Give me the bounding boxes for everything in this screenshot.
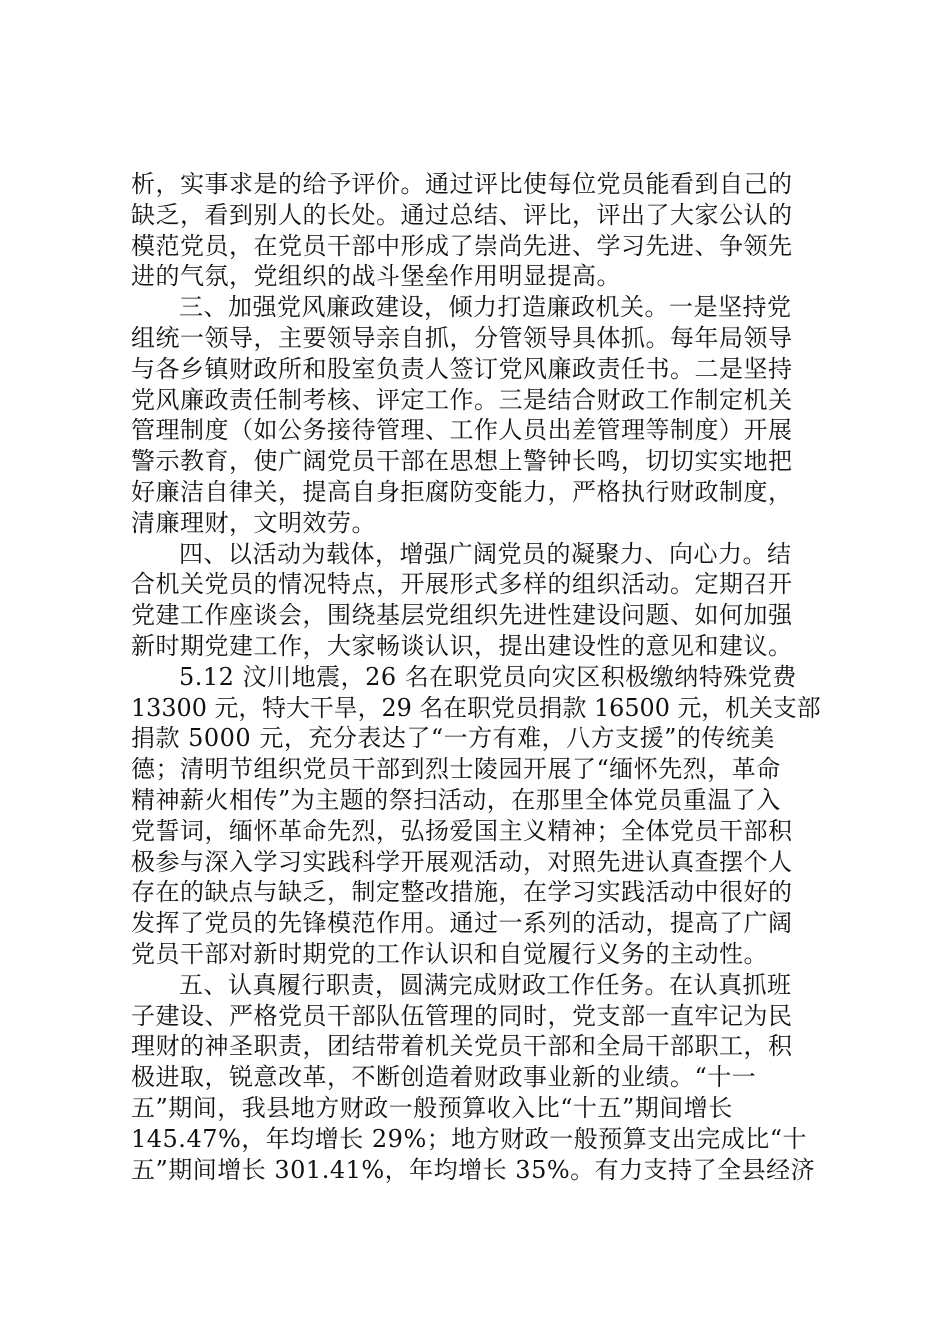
paragraph-start-line: 5.12 汶川地震，26 名在职党员向灾区积极缴纳特殊党费 (179, 662, 797, 691)
text-line: 缺乏，看到别人的长处。通过总结、评比，评出了大家公认的 (131, 200, 793, 229)
text-line: 警示教育，使广阔党员干部在思想上警钟长鸣，切切实实地把 (131, 447, 793, 476)
text-line: 145.47%，年均增长 29%；地方财政一般预算支出完成比“十 (131, 1124, 808, 1153)
text-line: 新时期党建工作，大家畅谈认识，提出建设性的意见和建议。 (131, 631, 793, 660)
text-line: 理财的神圣职责，团结带着机关党员干部和全局干部职工，积 (131, 1032, 793, 1061)
text-line: 子建设、严格党员干部队伍管理的同时，党支部一直牢记为民 (131, 1001, 793, 1030)
text-line: 极进取，锐意改革，不断创造着财政事业新的业绩。“十一 (131, 1063, 757, 1092)
text-line: 存在的缺点与缺乏，制定整改措施，在学习实践活动中很好的 (131, 878, 793, 907)
text-line: 合机关党员的情况特点，开展形式多样的组织活动。定期召开 (131, 570, 793, 599)
text-line: 发挥了党员的先锋模范作用。通过一系列的活动，提高了广阔 (131, 909, 793, 938)
text-line: 捐款 5000 元，充分表达了“一方有难，八方支援”的传统美 (131, 724, 775, 753)
text-line: 好廉洁自律关，提高自身拒腐防变能力，严格执行财政制度， (131, 477, 793, 506)
text-line: 党员干部对新时期党的工作认识和自觉履行义务的主动性。 (131, 939, 768, 968)
paragraph-start-line: 三、加强党风廉政建设，倾力打造廉政机关。一是坚持党 (179, 293, 792, 322)
text-line: 组统一领导，主要领导亲自抓，分管领导具体抓。每年局领导 (131, 323, 793, 352)
text-line: 与各乡镇财政所和股室负责人签订党风廉政责任书。二是坚持 (131, 354, 793, 383)
text-line: 党誓词，缅怀革命先烈，弘扬爱国主义精神；全体党员干部积 (131, 816, 793, 845)
text-line: 管理制度（如公务接待管理、工作人员出差管理等制度）开展 (131, 416, 793, 445)
body-text (131, 169, 821, 1185)
text-line: 五”期间，我县地方财政一般预算收入比“十五”期间增长 (131, 1093, 733, 1122)
text-line: 进的气氛，党组织的战斗堡垒作用明显提高。 (131, 262, 621, 291)
paragraph-start-line: 四、以活动为载体，增强广阔党员的凝聚力、向心力。结 (179, 539, 792, 568)
text-line: 极参与深入学习实践科学开展观活动，对照先进认真查摆个人 (131, 847, 793, 876)
paragraph-start-line: 五、认真履行职责，圆满完成财政工作任务。在认真抓班 (179, 970, 792, 999)
text-line: 德；清明节组织党员干部到烈士陵园开展了“缅怀先烈，革命 (131, 755, 781, 784)
text-line: 13300 元，特大干旱，29 名在职党员捐款 16500 元，机关支部 (131, 693, 821, 722)
text-line: 党风廉政责任制考核、评定工作。三是结合财政工作制定机关 (131, 385, 793, 414)
text-line: 模范党员，在党员干部中形成了崇尚先进、学习先进、争领先 (131, 231, 793, 260)
text-line: 精神薪火相传”为主题的祭扫活动，在那里全体党员重温了入 (131, 785, 781, 814)
text-line: 党建工作座谈会，围绕基层党组织先进性建设问题、如何加强 (131, 601, 793, 630)
text-line: 析，实事求是的给予评价。通过评比使每位党员能看到自己的 (131, 170, 793, 198)
text-line: 清廉理财，文明效劳。 (131, 508, 376, 537)
text-line: 五”期间增长 301.41%，年均增长 35%。有力支持了全县经济 (131, 1155, 816, 1184)
